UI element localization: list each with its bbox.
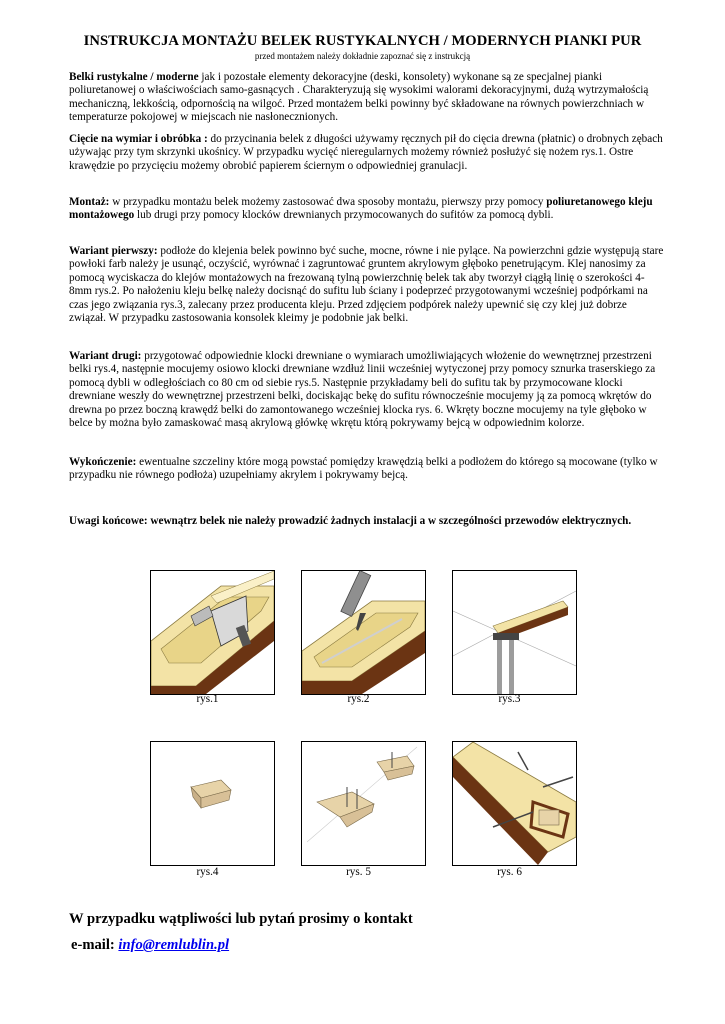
contact-text: W przypadku wątpliwości lub pytań prosimy o kontakt	[69, 911, 413, 927]
glue-gun-beam-icon	[302, 571, 425, 694]
figure-4-caption: rys.4	[196, 866, 219, 878]
email-line	[71, 937, 229, 954]
section-ciecie-label: Cięcie na wymiar i obróbka :	[69, 133, 208, 145]
section-montaz	[69, 196, 664, 223]
section-belki	[69, 71, 664, 125]
figure-4	[150, 741, 275, 866]
section-montaz-text-a: w przypadku montażu belek możemy zastosować dwa sposoby montażu, pierwszy przy pomocy	[109, 196, 547, 208]
page-subtitle: przed montażem należy dokładnie zapoznać się z instrukcją	[254, 51, 471, 61]
page-title: INSTRUKCJA MONTAŻU BELEK RUSTYKALNYCH / MODERNYCH PIANKI PUR	[83, 33, 642, 49]
section-wariant-drugi	[69, 350, 664, 430]
section-wariant-pierwszy	[69, 245, 664, 325]
figure-6-caption: rys. 6	[497, 866, 522, 878]
section-wariant-drugi-label: Wariant drugi:	[69, 350, 142, 362]
beam-knife-cut-icon	[151, 571, 274, 694]
section-belki-label: Belki rustykalne / moderne	[69, 71, 199, 83]
section-ciecie-text: do przycinania belek z długości używamy ręcznych pił do cięcia drewna (płatnic) o drobnych zębach używając przy tym skrzynki ukośnicy. W przypadku wycięć nieregularnych możemy również posłużyć się nożem rys.1. Ostre krawędzie po przycięciu możemy obrobić papierem ściernym o odpowiedniej granulacji.	[69, 133, 663, 172]
section-wykonczenie-text: ewentualne szczeliny które mogą powstać pomiędzy krawędzią belki a podłożem do którego są mocowane (tylko w przypadku nie równego podłoża) uzupełniamy akrylem i pokrywamy bejcą.	[69, 456, 658, 482]
section-wykonczenie-label: Wykończenie:	[69, 456, 137, 468]
section-wariant-drugi-text: przygotować odpowiednie klocki drewniane o wymiarach umożliwiających włożenie do wewnętrznej przestrzeni belki rys.4, następnie mocujemy osiowo klocki drewniane wzdłuż linii wcześniej wytyczonej przy pomocy sznurka traserskiego za pomocą dybli w odległościach co 80 cm od siebie rys.5. Następnie przykładamy beli do sufitu tak by przymocowane klocki drewniane weszły do wewnętrznej przestrzeni belki, dociskając bekę do sufitu równocześnie mocujemy ją za pomocą wkrętów do drewna po przez boczną krawędź belki do zamontowanego wcześniej klocka rys. 6. Wkręty boczne mocujemy na tyle głęboko w belce by można było zamaskować masą akrylową główkę wkrętu którą pokrywamy bejcą w odpowiednim kolorze.	[69, 350, 656, 430]
figure-3-caption: rys.3	[498, 693, 521, 705]
figure-2	[301, 570, 426, 695]
figure-1-caption: rys.1	[196, 693, 219, 705]
section-montaz-bold: poliuretanowego kleju montażowego	[69, 196, 653, 222]
beam-side-screws-icon	[453, 742, 576, 865]
section-wariant-pierwszy-label: Wariant pierwszy:	[69, 245, 158, 257]
section-wykonczenie	[69, 456, 664, 483]
email-link[interactable]: info@remlublin.pl	[118, 937, 230, 953]
figure-5-caption: rys. 5	[346, 866, 371, 878]
figure-5	[301, 741, 426, 866]
email-label: e-mail:	[71, 937, 115, 953]
figure-6	[452, 741, 577, 866]
section-ciecie	[69, 133, 664, 173]
figure-3	[452, 570, 577, 695]
figure-2-caption: rys.2	[347, 693, 370, 705]
section-montaz-text-b: lub drugi przy pomocy klocków drewnianych przymocowanych do sufitów za pomocą dybli.	[134, 209, 554, 222]
section-montaz-label: Montaż:	[69, 196, 110, 208]
figure-1	[150, 570, 275, 695]
beam-props-ceiling-icon	[453, 571, 576, 694]
final-notes: Uwagi końcowe: wewnątrz belek nie należy prowadzić żadnych instalacji a w szczególności przewodów elektrycznych.	[69, 515, 632, 527]
section-wariant-pierwszy-text: podłoże do klejenia belek powinno być suche, mocne, równe i nie pylące. Na powierzchni gdzie występują stare powłoki farb należy je usunąć, oczyścić, wyrównać i zagruntować gruntem akrylowym głęboko penetrującym. Klej nanosimy za pomocą wyciskacza do klejów montażowych na frezowaną tylną powierzchnię belek tak aby tworzył ciągłą linię o szerokości 4-8mm rys.2. Po nałożeniu kleju belkę należy docisnąć do sufitu lub ściany i podeprzeć przygotowanymi wcześniej podpórkami na czas jego związania rys.3, zalecany przez producenta kleju. Przed zdjęciem podpórek należy upewnić się czy klej już dobrze związał. W przypadku zastosowania konsolek kleimy je podobnie jak belki.	[69, 245, 664, 325]
blocks-ceiling-dowels-icon	[302, 742, 425, 865]
wooden-block-icon	[151, 742, 274, 865]
section-belki-text: jak i pozostałe elementy dekoracyjne (deski, konsolety) wykonane są ze specjalnej pianki poliuretanowej o właściwościach samo-gasnących . Charakteryzują się wysokimi walorami dekoracyjnymi, dużą wytrzymałością mechaniczną, lekkością, odpornością na wilgoć. Przed montażem belki powinny być składowane na równych powierzchniach w temperaturze pokojowej w miejscach nie nasłonecznionych.	[69, 71, 649, 124]
